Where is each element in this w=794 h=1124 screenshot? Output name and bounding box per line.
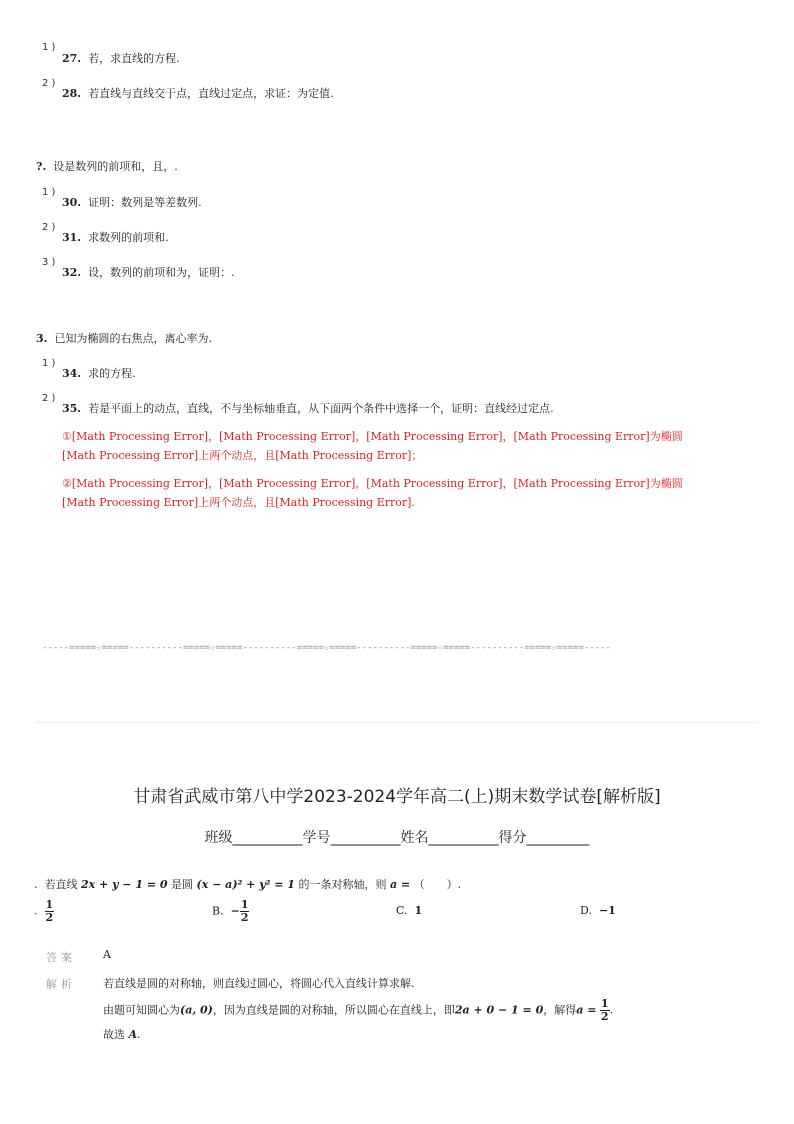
sub-index: 2 ) [42, 393, 56, 404]
problem-35 [62, 400, 554, 416]
problem-32 [62, 264, 235, 280]
math-expression: a = [576, 1003, 597, 1017]
option-d: D. −1 [580, 904, 616, 917]
problem-28 [62, 85, 334, 101]
option-label: B. [212, 904, 224, 918]
question-1-stem: . 若直线 2x + y − 1 = 0 是圆 (x − a)² + y² = 1 的一条对称轴，则 a = （ ）. [34, 878, 462, 891]
problem-29 [36, 158, 178, 174]
math-expression: 2x + y − 1 = 0 [81, 878, 168, 891]
problem-text: 证明：数列是等差数列. [88, 196, 202, 209]
problem-number: 35. [62, 402, 82, 415]
answer-label: 答案 [46, 951, 76, 964]
problem-text: 已知为椭圆的右焦点，离心率为. [54, 332, 212, 345]
option-a [34, 899, 54, 924]
student-info-line: 班级__________学号__________姓名__________得分_________ [204, 830, 590, 846]
sub-index: 2 ) [42, 78, 56, 89]
math-expression: 2a + 0 − 1 = 0 [454, 1003, 544, 1017]
condition-2-line-1: ②[Math Processing Error]，[Math Processing Error]，[Math Processing Error]，[Math Processing Error]为椭圆 [62, 477, 683, 490]
problem-text: 设是数列的前项和，且，. [53, 160, 178, 173]
sub-index: 2 ) [42, 222, 56, 233]
problem-number: 32. [62, 266, 82, 279]
analysis-line-3: 故选 A. [103, 1028, 141, 1041]
problem-text: 若，求直线的方程. [88, 52, 180, 65]
condition-1-line-2: [Math Processing Error]上两个动点，且[Math Processing Error]； [62, 449, 423, 462]
condition-1-line-1: ①[Math Processing Error]，[Math Processing Error]，[Math Processing Error]，[Math Processing Error]为椭圆 [62, 430, 683, 443]
problem-text: 求数列的前项和. [88, 231, 169, 244]
problem-number: 34. [62, 367, 82, 380]
problem-27 [62, 50, 180, 66]
problem-33 [36, 330, 212, 346]
problem-text: 求的方程. [88, 367, 136, 380]
sub-index: 3 ) [42, 257, 56, 268]
page-separator [36, 722, 758, 723]
option-c: C. 1 [396, 904, 423, 917]
condition-2-line-2: [Math Processing Error]上两个动点，且[Math Processing Error]. [62, 496, 415, 509]
problem-number: 31. [62, 231, 82, 244]
page-title: 甘肃省武威市第八中学2023-2024学年高二(上)期末数学试卷[解析版] [133, 787, 661, 807]
option-label: . [34, 904, 38, 918]
problem-31 [62, 229, 169, 245]
math-expression: (x − a)² + y² = 1 [196, 878, 295, 891]
fraction: $\frac{1}{2}$ [240, 898, 249, 924]
fraction: $\frac{1}{2}$ [600, 997, 609, 1023]
math-expression: a = [389, 878, 411, 891]
math-expression: (a, 0) [180, 1003, 213, 1017]
analysis-label: 解析 [46, 978, 76, 991]
fraction: $\frac{1}{2}$ [45, 898, 54, 924]
analysis-line-1: 若直线是圆的对称轴，则直线过圆心，将圆心代入直线计算求解. [103, 977, 415, 990]
problem-number: ?. [36, 160, 47, 173]
problem-text: 若是平面上的动点，直线，不与坐标轴垂直，从下面两个条件中选择一个，证明：直线经过定点. [88, 402, 554, 415]
problem-number: 3. [36, 332, 48, 345]
option-label: C. [396, 904, 408, 917]
option-label: D. [580, 904, 592, 917]
problem-34 [62, 365, 136, 381]
problem-text: 设，数列的前项和为，证明：. [88, 266, 235, 279]
section-divider: -----=====☆=====----------=====☆=====----------=====☆=====----------=====☆=====----------=====☆=====----- [42, 643, 611, 653]
problem-number: 30. [62, 196, 82, 209]
option-b: B. − $\frac{1}{2}$ [212, 898, 249, 924]
analysis-line-2: 由题可知圆心为(a, 0)，因为直线是圆的对称轴，所以圆心在直线上，即2a + 0 − 1 = 0，解得a = $\frac{1}{2}$ . [103, 997, 614, 1023]
problem-30 [62, 194, 202, 210]
sub-index: 1 ) [42, 187, 56, 198]
problem-text: 若直线与直线交于点，直线过定点，求证：为定值. [88, 87, 334, 100]
sub-index: 1 ) [42, 42, 56, 53]
problem-number: 28. [62, 87, 82, 100]
sub-index: 1 ) [42, 358, 56, 369]
answer-value: A [103, 948, 111, 961]
problem-number: 27. [62, 52, 82, 65]
